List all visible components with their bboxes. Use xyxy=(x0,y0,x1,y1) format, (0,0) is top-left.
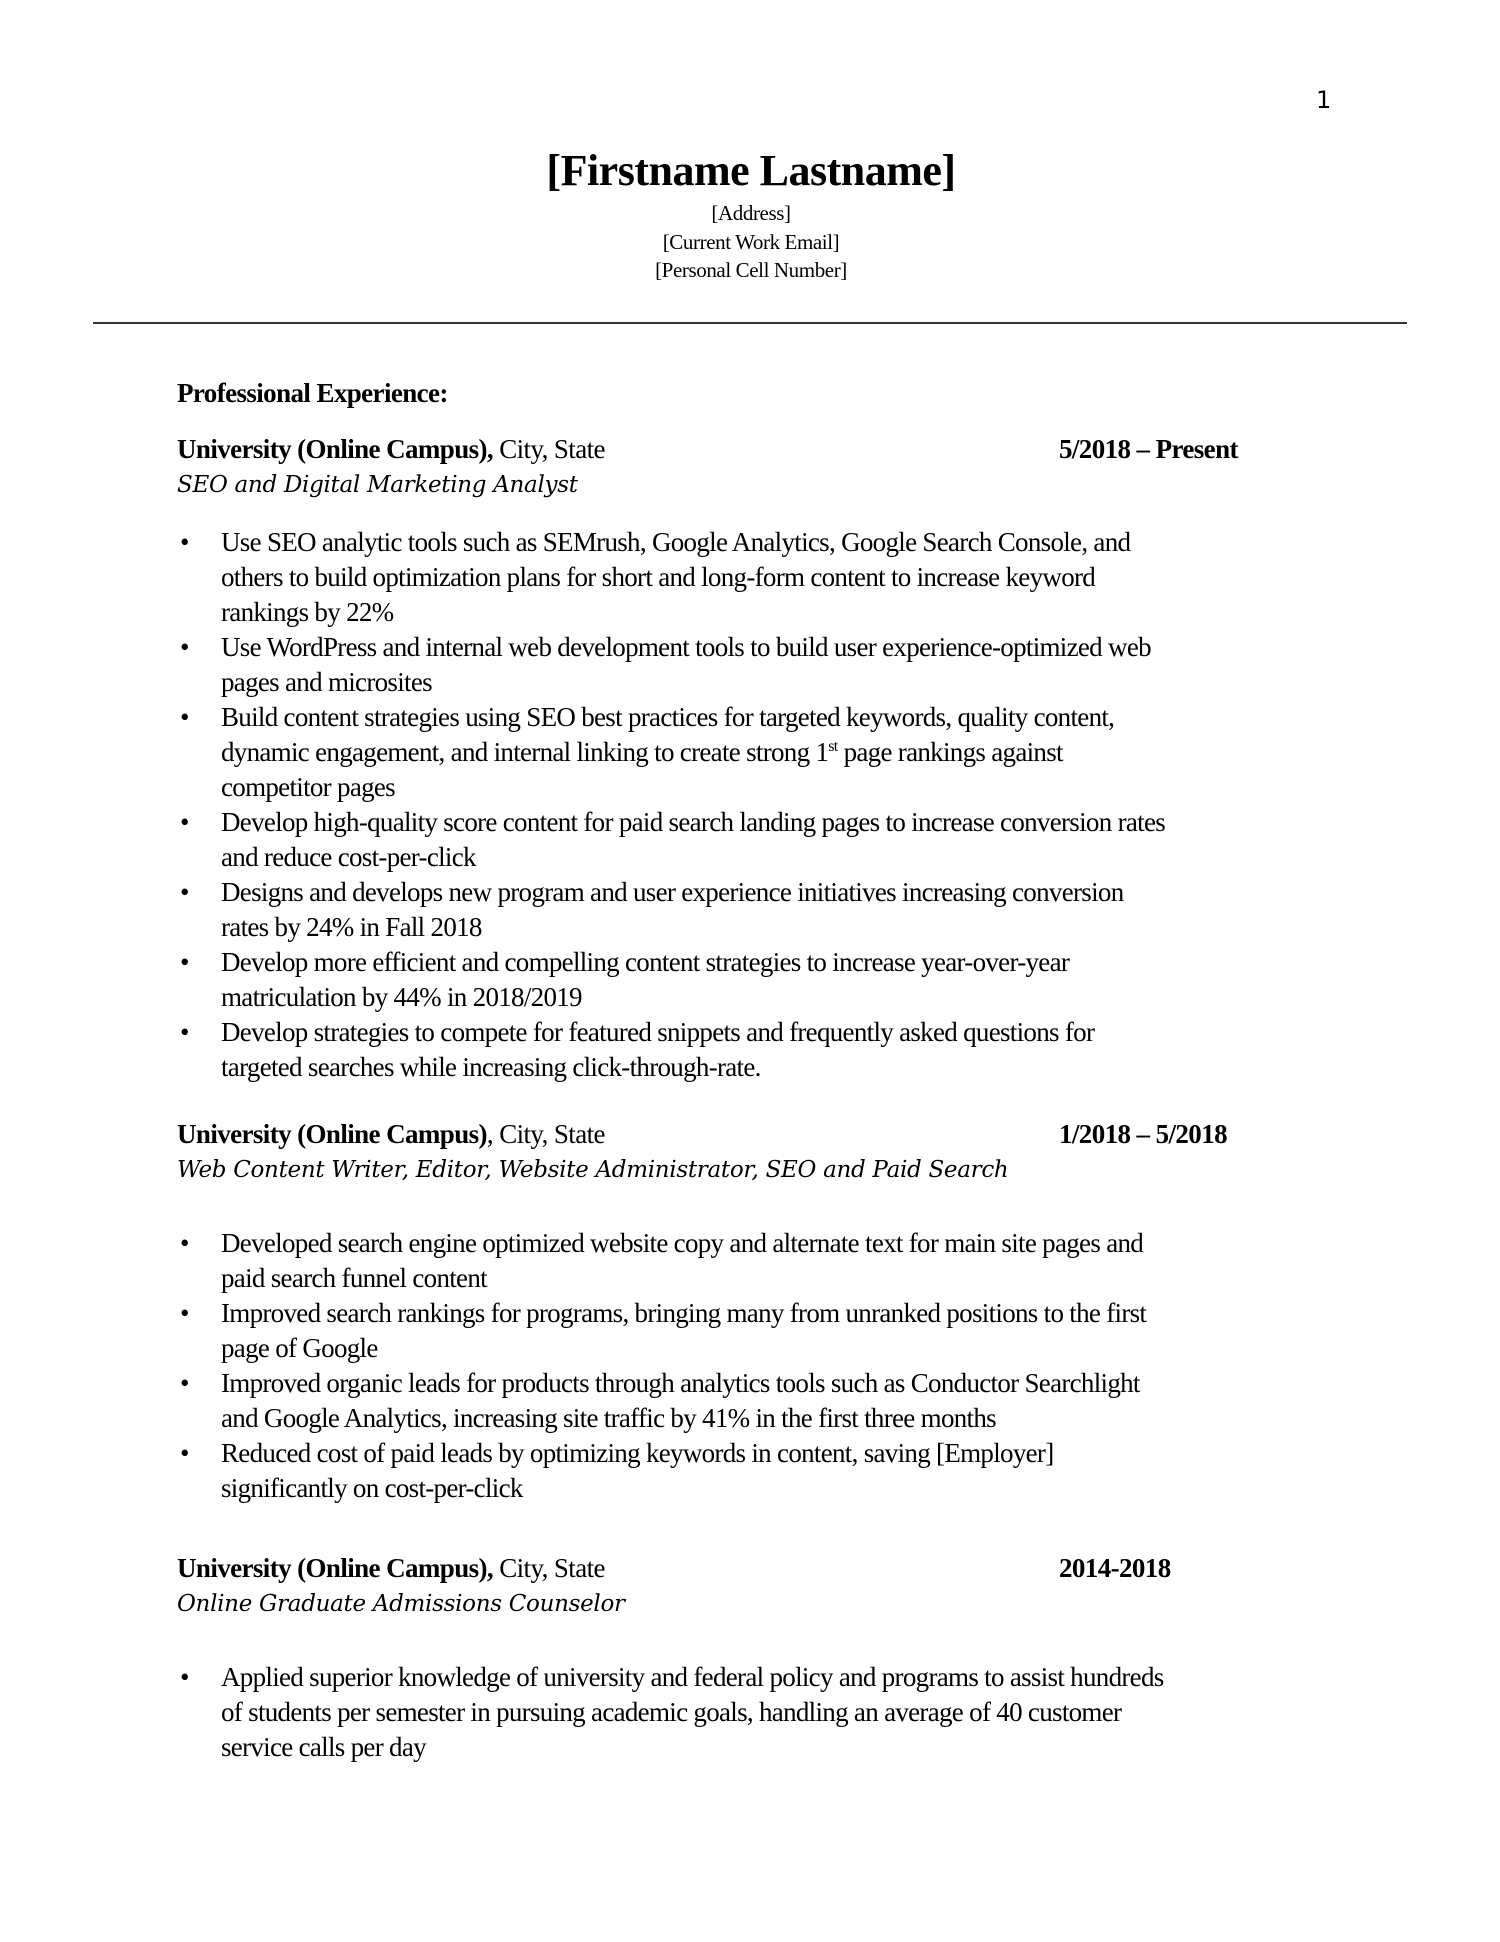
job-dates: 1/2018 – 5/2018 xyxy=(1059,1119,1228,1149)
job-entry xyxy=(177,431,1327,1085)
line: rankings by 22% xyxy=(221,597,394,627)
job-header xyxy=(177,1550,1327,1586)
job-header xyxy=(177,1116,1327,1152)
line: Improved organic leads for products through analytics tools such as Conductor Searchlight xyxy=(221,1368,1140,1398)
cell-number: [Personal Cell Number] xyxy=(655,258,847,282)
bullet-icon: • xyxy=(180,947,189,977)
employer: University (Online Campus), xyxy=(177,434,494,464)
location: City, State xyxy=(493,1553,605,1583)
employer: University (Online Campus), xyxy=(177,1553,494,1583)
bullet-icon: • xyxy=(180,877,189,907)
bullet-list xyxy=(177,525,1327,1085)
list-item xyxy=(177,630,1327,700)
line: others to build optimization plans for short and long-form content to increase keyword xyxy=(221,562,1096,592)
contact-block xyxy=(0,199,1500,285)
job-entry xyxy=(177,1550,1327,1765)
job-title: Web Content Writer, Editor, Website Administrator, SEO and Paid Search xyxy=(177,1157,1009,1183)
bullet-icon: • xyxy=(180,1228,189,1258)
line: Use SEO analytic tools such as SEMrush, Google Analytics, Google Search Console, and xyxy=(221,527,1131,557)
line: and Google Analytics, increasing site traffic by 41% in the first three months xyxy=(221,1403,996,1433)
line: Reduced cost of paid leads by optimizing keywords in content, saving [Employer] xyxy=(221,1438,1054,1468)
address: [Address] xyxy=(711,201,791,225)
line: page of Google xyxy=(221,1333,378,1363)
line: Use WordPress and internal web development tools to build user experience-optimized web xyxy=(221,632,1151,662)
line: and reduce cost-per-click xyxy=(221,842,476,872)
bullet-list xyxy=(177,1226,1327,1506)
location: City, State xyxy=(493,434,605,464)
bullet-icon: • xyxy=(180,1298,189,1328)
line: Build content strategies using SEO best practices for targeted keywords, quality content, xyxy=(221,702,1115,732)
job-dates: 5/2018 – Present xyxy=(1059,434,1238,464)
list-item xyxy=(177,1436,1327,1506)
bullet-icon: • xyxy=(180,702,189,732)
line xyxy=(221,735,1327,770)
list-item xyxy=(177,945,1327,1015)
bullet-icon: • xyxy=(180,1017,189,1047)
page-number: 1 xyxy=(1316,86,1332,114)
list-item xyxy=(177,1015,1327,1085)
line: pages and microsites xyxy=(221,667,432,697)
line: targeted searches while increasing click-through-rate. xyxy=(221,1052,761,1082)
list-item xyxy=(177,700,1327,805)
line: competitor pages xyxy=(221,772,395,802)
job-title: Online Graduate Admissions Counselor xyxy=(177,1591,625,1617)
job-header xyxy=(177,431,1327,467)
candidate-name: [Firstname Lastname] xyxy=(546,146,956,195)
bullet-list xyxy=(177,1660,1327,1765)
bullet-icon: • xyxy=(180,632,189,662)
list-item xyxy=(177,1226,1327,1296)
line: Develop more efficient and compelling content strategies to increase year-over-year xyxy=(221,947,1070,977)
line: of students per semester in pursuing academic goals, handling an average of 40 customer xyxy=(221,1697,1122,1727)
line: service calls per day xyxy=(221,1732,426,1762)
list-item xyxy=(177,1660,1327,1765)
bullet-icon: • xyxy=(180,1438,189,1468)
line: Designs and develops new program and user experience initiatives increasing conversion xyxy=(221,877,1124,907)
line: significantly on cost-per-click xyxy=(221,1473,523,1503)
list-item xyxy=(177,525,1327,630)
job-title: SEO and Digital Marketing Analyst xyxy=(177,472,578,498)
section-title: Professional Experience: xyxy=(177,378,448,408)
bullet-icon: • xyxy=(180,1662,189,1692)
work-email: [Current Work Email] xyxy=(662,229,840,254)
location: , City, State xyxy=(486,1119,605,1149)
bullet-icon: • xyxy=(180,527,189,557)
list-item xyxy=(177,1296,1327,1366)
line: Develop strategies to compete for featured snippets and frequently asked questions for xyxy=(221,1017,1095,1047)
list-item xyxy=(177,875,1327,945)
job-entry xyxy=(177,1116,1327,1506)
line: Improved search rankings for programs, bringing many from unranked positions to the first xyxy=(221,1298,1147,1328)
line: rates by 24% in Fall 2018 xyxy=(221,912,482,942)
list-item xyxy=(177,805,1327,875)
superscript: st xyxy=(828,738,838,755)
line-text: page rankings against xyxy=(837,737,1063,767)
list-item xyxy=(177,1366,1327,1436)
line-text: dynamic engagement, and internal linking to create strong 1 xyxy=(221,737,829,767)
bullet-icon: • xyxy=(180,1368,189,1398)
employer: University (Online Campus) xyxy=(177,1119,487,1149)
line: matriculation by 44% in 2018/2019 xyxy=(221,982,582,1012)
bullet-icon: • xyxy=(180,807,189,837)
line: Applied superior knowledge of university and federal policy and programs to assist hundreds xyxy=(221,1662,1164,1692)
header-divider xyxy=(93,322,1407,324)
job-dates: 2014-2018 xyxy=(1059,1553,1171,1583)
line: paid search funnel content xyxy=(221,1263,487,1293)
line: Developed search engine optimized website copy and alternate text for main site pages and xyxy=(221,1228,1144,1258)
line: Develop high-quality score content for paid search landing pages to increase conversion rates xyxy=(221,807,1166,837)
